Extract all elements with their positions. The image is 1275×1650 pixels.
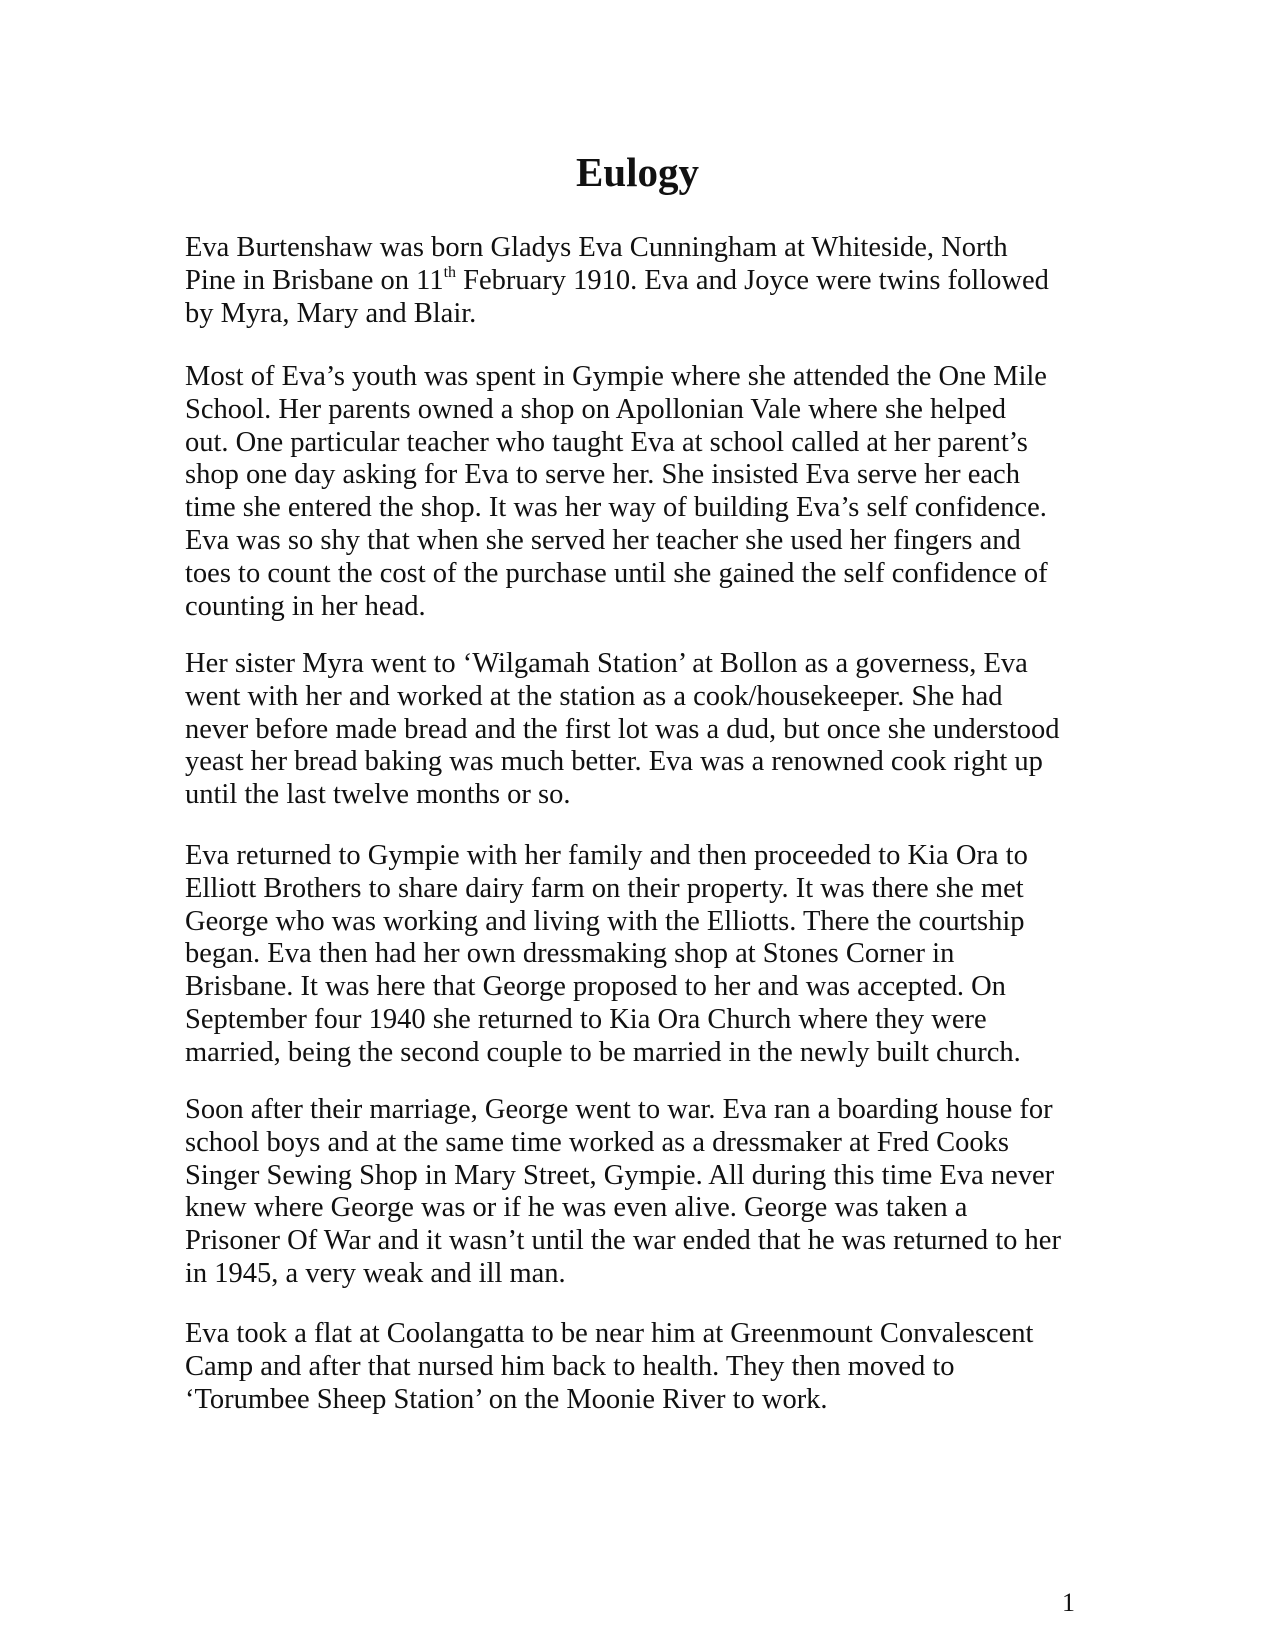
line-text: Singer Sewing Shop in Mary Street, Gympie. All during this time Eva never <box>185 1159 1055 1191</box>
paragraph-recovery <box>185 1318 1105 1416</box>
text-line <box>185 746 1105 779</box>
ordinal-suffix: th <box>443 263 457 281</box>
line-text: Eva Burtenshaw was born Gladys Eva Cunningham at Whiteside, North <box>185 232 1008 263</box>
paragraph-birth <box>185 232 1105 330</box>
text-line <box>185 1258 1105 1291</box>
text-line <box>185 1384 1105 1417</box>
line-text: Eva was so shy that when she served her teacher she used her fingers and <box>185 524 1021 556</box>
line-text: knew where George was or if he was even alive. George was taken a <box>185 1192 968 1224</box>
line-text: Most of Eva’s youth was spent in Gympie where she attended the One Mile <box>185 361 1047 392</box>
text-line <box>185 298 1105 331</box>
text-line <box>185 1127 1105 1160</box>
line-text: George who was working and living with the Elliotts. There the courtship <box>185 905 1025 937</box>
line-text-continued: February 1910. Eva and Joyce were twins followed <box>456 264 1049 296</box>
paragraph-youth <box>185 361 1105 623</box>
line-text: time she entered the shop. It was her way of building Eva’s self confidence. <box>185 492 1047 524</box>
text-line <box>185 591 1105 624</box>
line-text: Soon after their marriage, George went to war. Eva ran a boarding house for <box>185 1094 1053 1125</box>
text-line <box>185 971 1105 1004</box>
line-text: never before made bread and the first lot was a dud, but once she understood <box>185 713 1060 745</box>
text-line <box>185 525 1105 558</box>
line-text: yeast her bread baking was much better. Eva was a renowned cook right up <box>185 746 1043 778</box>
paragraph-station <box>185 648 1105 812</box>
line-text: Brisbane. It was here that George proposed to her and was accepted. On <box>185 971 1006 1003</box>
text-line <box>185 1351 1105 1384</box>
text-line <box>185 558 1105 591</box>
line-text: ‘Torumbee Sheep Station’ on the Moonie River to work. <box>185 1383 828 1415</box>
line-text: counting in her head. <box>185 590 426 622</box>
text-line <box>185 427 1105 460</box>
text-line <box>185 1318 1105 1351</box>
line-text: in 1945, a very weak and ill man. <box>185 1257 566 1289</box>
line-text: toes to count the cost of the purchase until she gained the self confidence of <box>185 557 1048 589</box>
paragraph-courtship <box>185 840 1105 1070</box>
line-text: Prisoner Of War and it wasn’t until the war ended that he was returned to her <box>185 1225 1061 1257</box>
line-text: Camp and after that nursed him back to health. They then moved to <box>185 1350 955 1382</box>
text-line <box>185 648 1105 681</box>
line-text: until the last twelve months or so. <box>185 779 571 811</box>
text-line <box>185 873 1105 906</box>
page-number: 1 <box>1062 1588 1075 1617</box>
line-text: married, being the second couple to be married in the newly built church. <box>185 1036 1021 1068</box>
text-line <box>185 906 1105 939</box>
text-line <box>185 459 1105 492</box>
text-line <box>185 265 1105 298</box>
line-text: out. One particular teacher who taught Eva at school called at her parent’s <box>185 426 1028 458</box>
line-text: shop one day asking for Eva to serve her. She insisted Eva serve her each <box>185 459 1020 491</box>
text-line <box>185 681 1105 714</box>
text-line <box>185 1037 1105 1070</box>
line-text: by Myra, Mary and Blair. <box>185 297 477 329</box>
line-text: Her sister Myra went to ‘Wilgamah Station’ at Bollon as a governess, Eva <box>185 648 1028 679</box>
line-text: Pine in Brisbane on 11 <box>185 264 444 296</box>
text-line <box>185 1094 1105 1127</box>
text-line <box>185 1160 1105 1193</box>
text-line <box>185 714 1105 747</box>
line-text: Elliott Brothers to share dairy farm on their property. It was there she met <box>185 872 1024 904</box>
line-text: went with her and worked at the station as a cook/housekeeper. She had <box>185 680 1003 712</box>
text-line <box>185 232 1105 265</box>
text-line <box>185 938 1105 971</box>
text-line <box>185 1192 1105 1225</box>
line-text: Eva took a flat at Coolangatta to be near him at Greenmount Convalescent <box>185 1318 1034 1349</box>
line-text: September four 1940 she returned to Kia Ora Church where they were <box>185 1003 987 1035</box>
line-text: School. Her parents owned a shop on Apollonian Vale where she helped <box>185 393 1007 425</box>
paragraph-war <box>185 1094 1105 1291</box>
text-line <box>185 840 1105 873</box>
line-text: Eva returned to Gympie with her family and then proceeded to Kia Ora to <box>185 840 1028 871</box>
text-line <box>185 779 1105 812</box>
text-line <box>185 492 1105 525</box>
text-line <box>185 361 1105 394</box>
line-text: began. Eva then had her own dressmaking shop at Stones Corner in <box>185 938 955 970</box>
page-title: Eulogy <box>575 149 700 195</box>
text-line <box>185 1004 1105 1037</box>
text-line <box>185 1225 1105 1258</box>
line-text: school boys and at the same time worked as a dressmaker at Fred Cooks <box>185 1126 1009 1158</box>
text-line <box>185 394 1105 427</box>
